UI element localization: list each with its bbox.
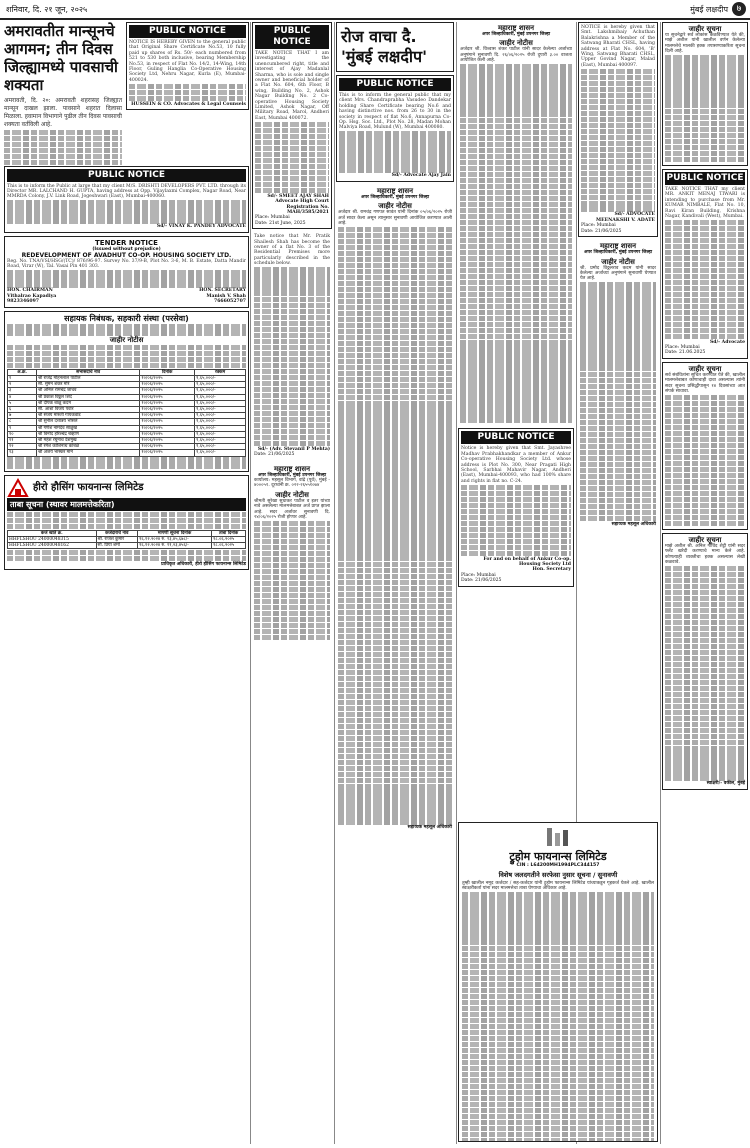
story-lead: अमरावती, दि. २०: अमरावती शहरासह जिल्ह्यात मान्सून दाखल झाला. पावसाने शहरात दिलासा मिळाला. हवामान विभागाने पुढील तीन दिवस पावसाची शक्यता वर्तविली आहे. bbox=[4, 97, 122, 128]
jahir-text: अर्जदार श्री. रामचंद्र गणपत सावंत यांनी दिनांक ०५/०६/२०२५ रोजी अर्ज सादर केला असून त्यानुसार सुनावणी आयोजित करण्यात आली आहे. bbox=[338, 210, 452, 226]
public-notice-1 bbox=[126, 22, 249, 110]
table-header: ताबा दिनांक bbox=[212, 530, 246, 536]
notice-text: Notice is hereby given that Smt. Jayashree Madhav Prabhakhandkar a member of Ankur Co-operative Housing Society Ltd. whose address is Plot No. 300, Near Pragati High School, Sarbhai Mahavir Nagar, Andheri (East), Mumbai-400093, who had 100% share and rights in flat no. C-24. bbox=[461, 446, 571, 484]
notice-text: Take notice that Mr. Pratik Shailesh Shah has become the owner of a flat No. 3 of the Residential Premises more particularly described in the schedule below. bbox=[254, 234, 330, 267]
notice-place: Place: Mumbai bbox=[665, 345, 700, 351]
notice-title: PUBLIC NOTICE bbox=[461, 431, 571, 444]
table-cell: श्री सुनील दत्तात्रय भोसले bbox=[36, 419, 139, 425]
table-cell: १०/०६/२०२५ bbox=[140, 388, 195, 394]
govt-title: महाराष्ट्र शासन bbox=[497, 24, 535, 32]
table-cell: ४ bbox=[8, 394, 37, 400]
table-cell: १,६५,०००/- bbox=[195, 375, 246, 381]
table-cell: १,६५,०००/- bbox=[195, 450, 246, 456]
public-notice-share bbox=[336, 75, 454, 182]
notice-title: PUBLIC NOTICE bbox=[666, 172, 744, 183]
notice-place: Place: Mumbai bbox=[581, 223, 616, 229]
table-cell: १,६५,०००/- bbox=[195, 388, 246, 394]
jahir-suchana-1 bbox=[662, 22, 748, 166]
table-header: अ.क्र. bbox=[8, 369, 37, 375]
jahir-title: जाहीर सूचना bbox=[688, 364, 722, 373]
jahir-title: जाहीर नोटीस bbox=[601, 257, 635, 266]
tender-text: Reg. No. TNA/VSI/HSG/(TC)/ 876/96-97. Survey No. 37/9-B, Plot No. 3-6, M. B. Estate, Datta Mandir Road, Virar (W), Tal. Vasai Pin 401 303. bbox=[7, 259, 246, 270]
jahir-text: श्री. प्रमोद विठ्ठलराव कदम यांनी सादर केलेल्या अर्जाच्या अनुषंगाने सुनावणी घेण्यात येत आहे. bbox=[580, 265, 656, 282]
jahir-title: जाहीर सूचना bbox=[688, 535, 722, 544]
table-cell: १०/०६/२०२५ bbox=[140, 400, 195, 406]
notice-signature: Sd/- ADVOCATE MEENAKSHI V. ADATE bbox=[596, 212, 655, 223]
table-row bbox=[8, 450, 246, 456]
table-cell: १०/०६/२०२५ bbox=[140, 394, 195, 400]
table-cell: १,६५,०००/- bbox=[195, 400, 246, 406]
public-notice-flat-2 bbox=[252, 232, 332, 459]
notice-text: NOTICE is hereby given that Smt. Lakshmibaiy Achuthan Balakrishna a Member of the Satwang Bharati CHSL, having address at Flat No. 604, 'B' Wing, Satwang Bharati CHSL, Upper Govind Nagar, Malad (East), Mumbai 400097. bbox=[581, 25, 655, 68]
public-notice-society bbox=[458, 428, 574, 586]
govt-office: अपर जिल्हाधिकारी, मुंबई उपनगर जिल्हा bbox=[257, 472, 327, 478]
table-cell: ९ bbox=[8, 425, 37, 431]
society-name: For and on behalf of Ankur Co-op. Housing Society Ltd bbox=[483, 556, 571, 567]
public-notice-member bbox=[578, 22, 658, 237]
notice-title: PUBLIC NOTICE bbox=[7, 169, 246, 182]
notice-place: Place: Mumbai bbox=[255, 215, 290, 221]
govt-address: कार्यालय: महसूल विभाग, वांद्रे (पूर्व), मुंबई - ४०००५१. दूरध्वनी क्र. ०२२-२६५५१०७४ bbox=[254, 477, 330, 489]
govt-title: महाराष्ट्र शासन bbox=[273, 464, 311, 473]
table-cell: ११ bbox=[8, 437, 37, 443]
table-cell: १,६५,०००/- bbox=[195, 425, 246, 431]
public-notice-purchase bbox=[662, 169, 748, 359]
column-divider bbox=[334, 22, 335, 1144]
notice-signature: HUSSEIN & CO. Advocates & Legal Counsels bbox=[131, 101, 246, 107]
notice-title: PUBLIC NOTICE bbox=[339, 78, 451, 91]
notice-signature: Sd/- (Adv. Stevanil P Mehta) bbox=[257, 446, 330, 452]
table-cell: १,६५,०००/- bbox=[195, 394, 246, 400]
jahir-title: जाहीर नोटीस bbox=[499, 39, 533, 48]
column-6 bbox=[662, 22, 748, 1144]
table-cell: १,६५,०००/- bbox=[195, 437, 246, 443]
govt-notice bbox=[578, 240, 658, 529]
tender-subtitle: (Issued without prejudice) bbox=[92, 246, 161, 252]
read-daily-text: रोज वाचा दै. 'मुंबई लक्षदीप' bbox=[341, 27, 427, 66]
table-cell: ३ bbox=[8, 388, 37, 394]
table-cell: श्री दीपक बाळू कदम bbox=[36, 400, 139, 406]
column-divider bbox=[250, 22, 251, 1144]
monsoon-story bbox=[4, 22, 122, 166]
registrar-title: सहायक निबंधक, सहकारी संस्था (परसेवा) bbox=[64, 313, 189, 323]
table-cell: १०/०६/२०२५ bbox=[140, 382, 195, 388]
table-cell: १६.१२.२०२४ रु. १३,४५,६७८/- bbox=[138, 536, 212, 542]
hero-housing-notice bbox=[4, 475, 249, 570]
notice-text: TAKE NOTICE THAT my client MR. ANKIT MENAJ TIWARI is intending to purchase from Mr. KUMAR NIMBALE, Flat No. 10, Ravi Kiran Building, Krishna Nagar, Kandivali (West), Mumbai. bbox=[665, 186, 745, 219]
table-cell: श्री प्रकाश विठ्ठल शिंदे bbox=[36, 394, 139, 400]
jahir-text: अर्जदार श्री. विश्वास शंकर पाटील यांनी सादर केलेल्या अर्जाच्या अनुषंगाने सुनावणी दि. २६/०६/२०२५ रोजी दुपारी ३.०० वाजता आयोजित केली आहे. bbox=[460, 47, 572, 64]
table-cell: १०/०६/२०२५ bbox=[140, 425, 195, 431]
govt-office: अपर जिल्हाधिकारी, मुंबई उपनगर जिल्हा bbox=[360, 194, 430, 200]
table-cell: १,६५,०००/- bbox=[195, 382, 246, 388]
table-cell: ५ bbox=[8, 400, 37, 406]
table-cell: श्री रमेश काशिनाथ कांबळे bbox=[36, 444, 139, 450]
tender-signatory-2: HON. SECRETARY Manish V. Shah 7666052707 bbox=[199, 288, 246, 305]
notice-signature: सहाय्यक महसूल अधिकारी bbox=[611, 521, 656, 527]
table-cell: १०/०६/२०२५ bbox=[140, 375, 195, 381]
notice-title: PUBLIC NOTICE bbox=[255, 25, 329, 49]
table-cell: HHFLSHOU 24000048162 bbox=[8, 543, 97, 549]
tender-title: TENDER NOTICE bbox=[95, 238, 158, 247]
notice-text: तुम्ही खालील नमूद कर्जदार / सह-कर्जदार यांनी ट्रुहोम फायनान्स लिमिटेड यांच्याकडून गृहकर्ज घेतले आहे. खालील स्वाक्षरीकर्ता यांना सदर मालमत्तेचा ताबा घेण्याचा अधिकार आहे. bbox=[462, 880, 654, 892]
table-cell: २ bbox=[8, 382, 37, 388]
table-header: कर्ज खाते क्र. bbox=[8, 530, 97, 536]
table-header: सभासदाचे नाव bbox=[36, 369, 139, 375]
company-name: हीरो हौसिंग फायनान्स लिमिटेड bbox=[33, 482, 144, 494]
page-number: ७ bbox=[732, 2, 746, 16]
table-cell: १८.०६.२०२५ bbox=[212, 536, 246, 542]
table-cell: श्री राजेंद्र मोहनलाल पाटील bbox=[36, 375, 139, 381]
table-cell: १० bbox=[8, 431, 37, 437]
column-5 bbox=[578, 22, 658, 818]
table-cell: श्री अजय भास्कर माने bbox=[36, 450, 139, 456]
table-cell: श्री अनिल रामचंद्र जाधव bbox=[36, 388, 139, 394]
possession-banner: ताबा सूचना (स्थावर मालमत्तेकरिता) bbox=[7, 498, 246, 511]
notice-date: Date: 21.06.2025 bbox=[665, 350, 706, 356]
jahir-title: जाहीर नोटीस bbox=[378, 202, 412, 211]
table-cell: १०/०६/२०२५ bbox=[140, 431, 195, 437]
govt-notice bbox=[336, 185, 454, 833]
govt-title: महाराष्ट्र शासन bbox=[599, 242, 637, 251]
notice-date: Date: 21/06/2025 bbox=[254, 452, 295, 458]
table-header: कर्जदाराचे नाव bbox=[96, 530, 138, 536]
paper-name: मुंबई लक्षदीप bbox=[690, 5, 728, 14]
notice-date: Date: 21/06/2025 bbox=[461, 578, 502, 584]
table-cell: १,६५,०००/- bbox=[195, 419, 246, 425]
hon-secretary: Hon. Secretary bbox=[532, 567, 571, 573]
jahir-title: जाहीर सूचना bbox=[688, 25, 722, 33]
tender-org: REDEVELOPMENT OF AVADHUT CO-OP. HOUSING SOCIETY LTD. bbox=[21, 252, 232, 260]
tender-signatory-1: HON. CHAIRMAN Vithalrao Kapadiya 9823346097 bbox=[7, 288, 57, 305]
column-divider bbox=[660, 22, 661, 1144]
table-cell: १६.१२.२०२४ रु. ११,२३,४५६/- bbox=[138, 543, 212, 549]
read-daily-box bbox=[336, 22, 454, 72]
govt-notice bbox=[458, 22, 574, 425]
govt-notice bbox=[252, 463, 332, 643]
govt-office: अपर जिल्हाधिकारी, मुंबई उपनगर जिल्हा bbox=[481, 32, 551, 37]
table-cell: १०/०६/२०२५ bbox=[140, 450, 195, 456]
table-cell: १०/०६/२०२५ bbox=[140, 444, 195, 450]
table-cell: HHFLSHOU 24000048315 bbox=[8, 536, 97, 542]
table-cell: सौ. सुमन शंकर मोरे bbox=[36, 382, 139, 388]
table-cell: १०/०६/२०२५ bbox=[140, 413, 195, 419]
table-cell: १ bbox=[8, 375, 37, 381]
table-cell: १८.०६.२०२५ bbox=[212, 543, 246, 549]
company-cin: CIN : L64200MH1994PLC344157 bbox=[516, 863, 600, 869]
notices-right bbox=[126, 22, 249, 166]
jahir-text: या सूचनेद्वारे सर्व लोकांस कळविण्यात येते की, माझे अशील यांनी खालील वर्णन केलेल्या मालमत्तेचे मालकी हक्क तपासण्याकरिता सूचना दिली आहे. bbox=[665, 33, 745, 55]
table-header: दिनांक bbox=[140, 369, 195, 375]
issue-date: शनिवार, दि. २१ जून, २०२५ bbox=[6, 5, 88, 14]
notice-date: Date: 21/06/2025 bbox=[581, 228, 622, 234]
notice-text: This is to inform the Public at large that my client M/S. DRISHTI DEVELOPERS PVT. LTD. through its Director MR. LALCHAND H. GUPTA, having address at Opp. Vijaylaxmi Complex, Nagar Road, Near MMRDA Colony, J.V. Link Road, Jogeshwari (East), Mumbai-400060. bbox=[7, 183, 246, 200]
govt-title: महाराष्ट्र शासन bbox=[376, 186, 414, 195]
company-name: ट्रुहोम फायनान्स लिमिटेड bbox=[509, 850, 607, 864]
authorized-officer: प्राधिकृत अधिकारी, हीरो हौसिंग फायनान्स लिमिटेड bbox=[161, 561, 246, 567]
jahir-suchana-2 bbox=[662, 362, 748, 530]
column-divider bbox=[456, 22, 457, 1144]
table-cell: ७ bbox=[8, 413, 37, 419]
truhome-logo-icon bbox=[543, 826, 573, 848]
table-cell: १०/०६/२०२५ bbox=[140, 419, 195, 425]
members-table bbox=[7, 369, 246, 457]
public-notice-flat bbox=[252, 22, 332, 229]
govt-office: अपर जिल्हाधिकारी, मुंबई उपनगर जिल्हा bbox=[583, 250, 653, 256]
table-cell: ६ bbox=[8, 406, 37, 412]
column-2 bbox=[252, 22, 332, 1144]
notice-text: NOTICE IS HEREBY GIVEN to the general public that Original Share Certificate No.53, 10 fully paid up shares of Rs. 50/- each numbered from 521 to 530 both inclusive, bearing Membership No.53, in respect of Flat No. 14/2, 14-Wing, 14th Floor, Guling Hanglia Co-Operative Housing Society Ltd, Nehru Nagar, Kurla (E), Mumbai-400024. bbox=[129, 40, 246, 83]
table-cell: १,६५,०००/- bbox=[195, 444, 246, 450]
table-cell: श्री विनोद हरिश्चंद्र चव्हाण bbox=[36, 431, 139, 437]
jahir-text: श्रीमती सुरेखा सुधाकर पाटील व इतर यांच्या नावे असलेल्या मालमत्तेबाबत अर्ज प्राप्त झाला आहे. सदर अर्जावर सुनावणी दि. २४/०६/२०२५ रोजी होणार आहे. bbox=[254, 498, 330, 520]
table-cell: १३ bbox=[8, 450, 37, 456]
coop-registrar-notice bbox=[4, 311, 249, 473]
table-cell: श्री गणेश नामदेव साळुंखे bbox=[36, 425, 139, 431]
table-cell: १२ bbox=[8, 444, 37, 450]
table-cell: श्री संजय मारुती गायकवाड bbox=[36, 413, 139, 419]
hero-logo-icon bbox=[7, 478, 29, 498]
column-3 bbox=[336, 22, 454, 1144]
column-1 bbox=[4, 22, 249, 1144]
public-notice-2 bbox=[4, 166, 249, 233]
table-cell: श्री महेश रघुनाथ देशमुख bbox=[36, 437, 139, 443]
tender-notice bbox=[4, 236, 249, 308]
notice-title: PUBLIC NOTICE bbox=[129, 25, 246, 38]
notice-place: Place: Mumbai bbox=[461, 572, 496, 578]
notice-date: Date: 21st June, 2025 bbox=[255, 220, 306, 226]
notice-text: This is to inform the general public that my client Mrs. Chandraprabha Vasudeo Dandekar holding Share Certificate bearing No.6 and having distinctive nos. from 26 to 30 in the society in respect of flat No.6, Annapurna Co-Op. Hsg. Soc. Ltd., Plot No. 28, Madan Mohan Malviya Road, Mulund (W), Mumbai 400080. bbox=[339, 93, 451, 131]
registration-number: Registration No. MAH/3585/2021 bbox=[286, 204, 329, 215]
table-cell: १०/०६/२०२५ bbox=[140, 406, 195, 412]
jahir-suchana-3 bbox=[662, 533, 748, 790]
table-cell: १,६५,०००/- bbox=[195, 413, 246, 419]
notice-signature: Sd/- Advocate bbox=[709, 339, 745, 345]
page-header bbox=[0, 0, 750, 20]
notice-text: TAKE NOTICE THAT I am investigating the unencumbered right, title and interest of Ajay Madanlal Sharma, who is sole and single owner and beneficial holder of a Flat No. 604, 6th Floor, B wing, Building No. 2, Ashok Nagar Building No. 2 Co-operative Housing Society Limited, Ashok Nagar, Off Military Road, Marol, Andheri East, Mumbai 400072. bbox=[255, 51, 329, 121]
notice-signature: Sd/- Advocate Ajay Jain bbox=[391, 173, 451, 179]
table-row bbox=[8, 543, 246, 549]
table-cell: १०/०६/२०२५ bbox=[140, 437, 195, 443]
table-cell: १,६५,०००/- bbox=[195, 406, 246, 412]
jahir-title: जाहीर नोटीस bbox=[109, 336, 144, 345]
jahir-text: सर्व संबंधितांना सूचित करण्यात येते की, खालील मालमत्तेबाबत कोणाचाही दावा असल्यास त्यांनी सदर सूचना प्रसिद्धीपासून १४ दिवसांच्या आत संपर्क साधावा. bbox=[665, 372, 745, 395]
table-header: मागणी सूचना दिनांक bbox=[138, 530, 212, 536]
table-cell: श्री. राजेश कुमार bbox=[96, 536, 138, 542]
notice-footer: स्वाक्षरी/- वकील, मुंबई bbox=[706, 781, 745, 787]
headline: अमरावतीत मान्सूनचे आगमन; तीन दिवस जिल्ह्यामध्ये पावसाची शक्यता bbox=[4, 22, 118, 94]
jahir-title: जाहीर नोटीस bbox=[275, 490, 309, 499]
table-cell: सौ. प्रिया शर्मा bbox=[96, 543, 138, 549]
loan-table bbox=[7, 530, 246, 550]
notice-heading: विशेष जलदगतीने सरफेसा नुसार सूचना / सुनावणी bbox=[498, 870, 618, 879]
table-cell: १,६५,०००/- bbox=[195, 431, 246, 437]
table-cell: ८ bbox=[8, 419, 37, 425]
jahir-text: माझे अशील श्री. अनिल गोविंद शेट्टी यांनी सदर फ्लॅट खरेदी करण्याचे मान्य केले आहे. कोणत्याही व्यक्तीचा हक्क असल्यास लेखी कळवावे. bbox=[665, 543, 745, 565]
notice-signature: सहाय्यक महसूल अधिकारी bbox=[407, 825, 452, 831]
table-header: रक्कम bbox=[195, 369, 246, 375]
truhome-notice bbox=[458, 822, 658, 1142]
notice-signature: Sd/- SMEET AJAY SHAH Advocate High Court bbox=[267, 193, 329, 205]
table-cell: सौ. आशा विजय पवार bbox=[36, 406, 139, 412]
notice-signature: Sd/- VINAY K. PANDEY ADVOCATE bbox=[156, 224, 246, 230]
